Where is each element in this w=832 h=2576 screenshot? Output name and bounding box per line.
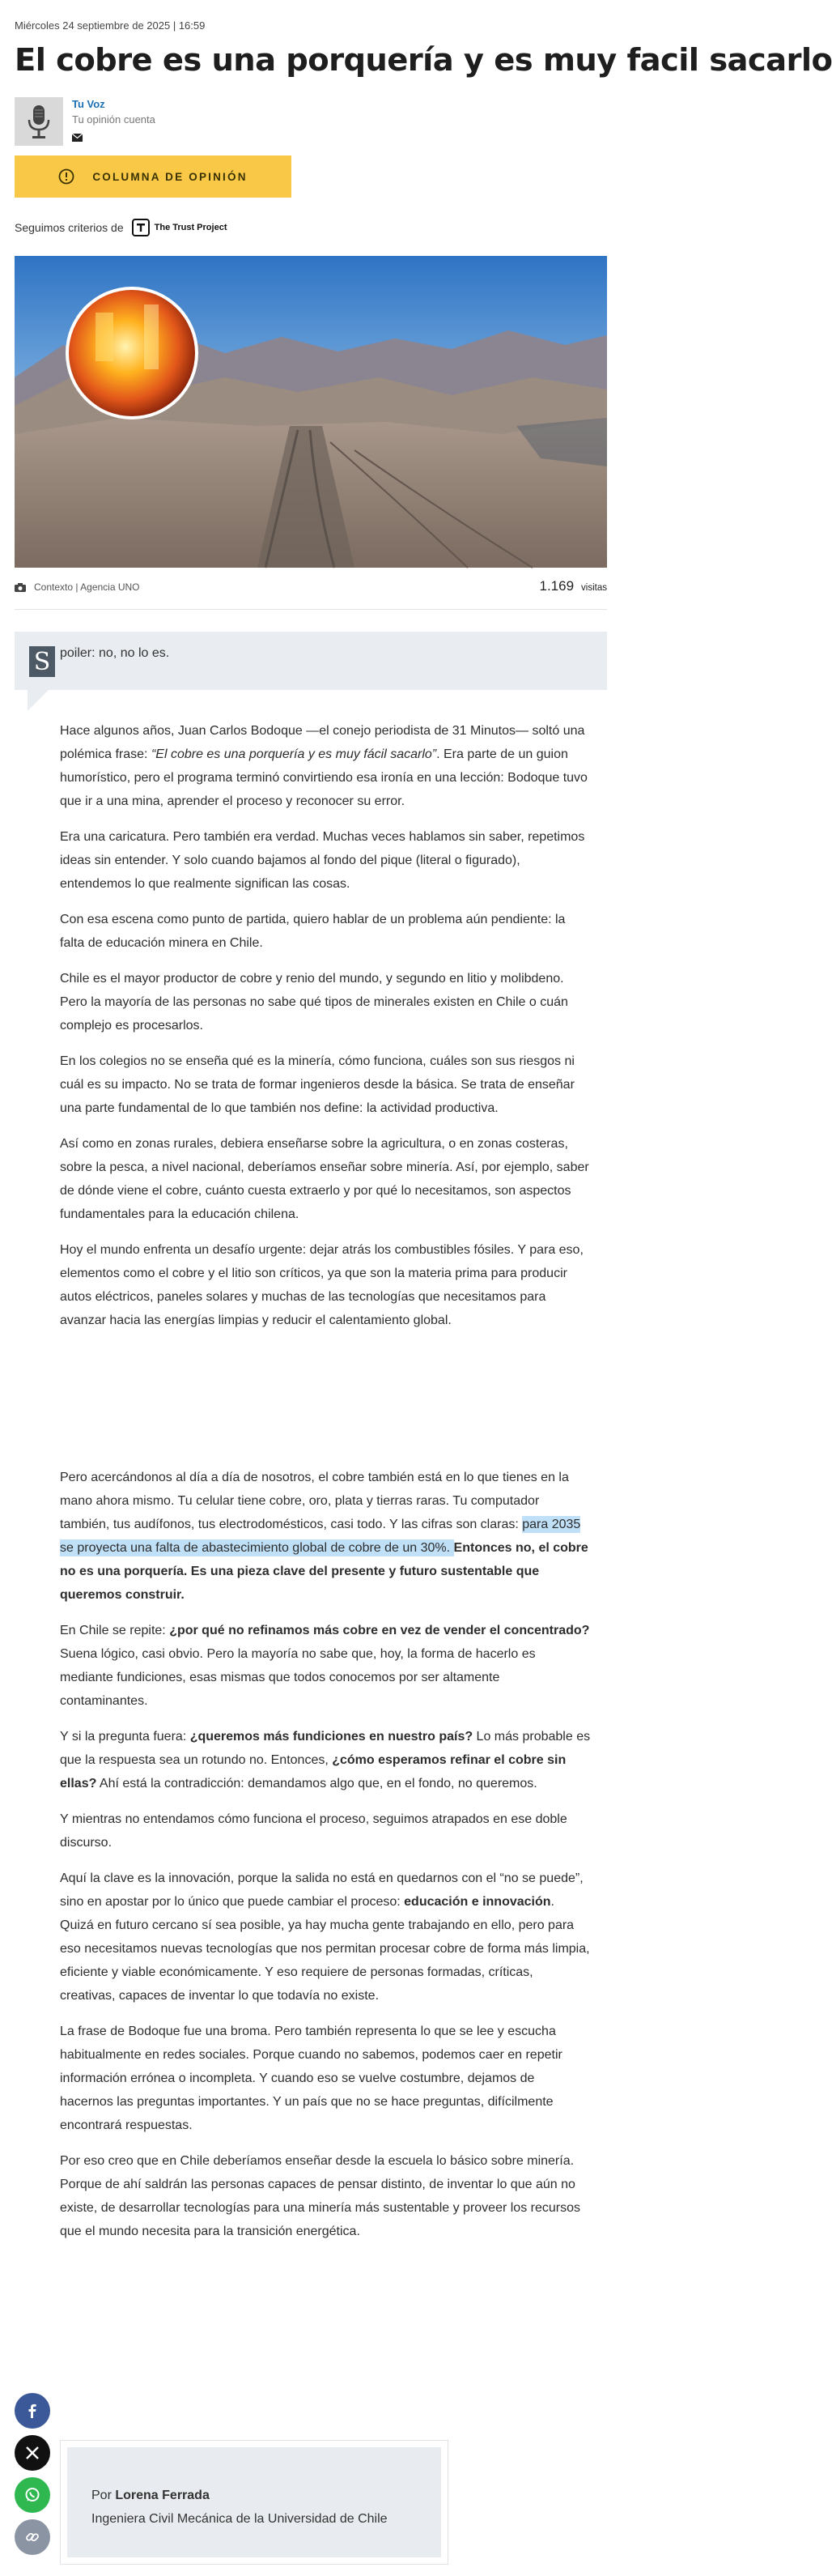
paragraph: Pero acercándonos al día a día de nosotros, el cobre también está en lo que tienes en la mano ahora mismo. Tu celular tiene cobre, oro, plata y tierras raras. Tu computador también, tus audífonos, tus electrodomésticos, casi todo. Y las cifras son claras: para 2035 se proyecta una falta de abastecimiento global de cobre de un 30%. Entonces no, el cobre no es una porquería. Es una pieza clave del presente y futuro sustentable que queremos construir. [60,1471,588,1602]
camera-icon [15,583,26,592]
visits-counter [540,578,608,594]
callout-tail [28,690,49,711]
trust-criteria [15,219,227,236]
divider [15,609,607,610]
link-icon [24,2529,40,2545]
trust-label: Seguimos criterios de [15,221,124,234]
paragraph: En Chile se repite: ¿por qué no refinamos más cobre en vez de vender el concentrado? Suena lógico, casi obvio. Pero la mayoría no sabe que, hoy, la forma de hacerlo es mediante fundiciones, esas mismas que todos conocemos por ser altamente contaminantes. [60,1624,590,1708]
paragraph: La frase de Bodoque fue una broma. Pero también representa lo que se lee y escucha habitualmente en redes sociales. Porque cuando no sabemos, podemos caer en repetir información errónea o incompleta. Y cuando eso se vuelve costumbre, dejamos de hacernos las preguntas importantes. Y un país que no se hace preguntas, difícilmente encontrará respuestas. [60,2025,562,2132]
envelope-icon[interactable] [72,131,83,146]
visits-label: visitas [581,583,607,593]
publish-date: Miércoles 24 septiembre de 2025 | 16:59 [15,19,206,32]
author-role: Ingeniera Civil Mecánica de la Universidad de Chile [91,2512,388,2526]
author-subtitle: Tu opinión cuenta [72,113,155,126]
paragraph: Así como en zonas rurales, debiera enseñarse sobre la agricultura, o en zonas costeras, sobre la pesca, a nivel nacional, deberíamos enseñar sobre minería. Así, por ejemplo, saber de dónde viene el cobre, cuánto cuesta extraerlo y por qué lo necesitamos, son aspectos fundamentales para la educación chilena. [60,1137,589,1221]
paragraph: Y si la pregunta fuera: ¿queremos más fundiciones en nuestro país? Lo más probable es que la respuesta sea un rotundo no. Entonces, ¿cómo esperamos refinar el cobre sin ellas? Ahí está la contradicción: demandamos algo que, en el fondo, no queremos. [60,1730,591,1790]
opinion-badge-label: COLUMNA DE OPINIÓN [92,170,248,183]
ad-spacer [60,1344,591,1466]
share-x-button[interactable] [15,2435,50,2471]
info-circle-icon [58,168,74,185]
image-caption-text: Contexto | Agencia UNO [34,581,140,593]
trust-project-logo-icon [132,219,150,236]
paragraph: En los colegios no se enseña qué es la minería, cómo funciona, cuáles son sus riesgos ni cuál es su impacto. No se trata de formar ingenieros desde la básica. Se trata de enseñar una parte fundamental de lo que también nos define: la actividad productiva. [60,1054,575,1115]
paragraph: Aquí la clave es la innovación, porque la salida no está en quedarnos con el “no se puede”, sino en apostar por lo único que puede cambiar el proceso: educación e innovación. Quizá en futuro cercano sí sea posible, ya hay mucha gente trabajando en ello, pero para eso necesitamos nuevas tecnologías que nos permitan procesar cobre de forma más limpia, eficiente y viable económicamente. Y eso requiere de personas formadas, críticas, creativas, capaces de inventar lo que todavía no existe. [60,1871,590,2003]
share-facebook-button[interactable] [15,2393,50,2429]
paragraph: Y mientras no entendamos cómo funciona el proceso, seguimos atrapados en ese doble discurso. [60,1812,567,1850]
author-avatar[interactable] [15,97,63,146]
highlighted-statistic: para 2035 se proyecta una falta de abastecimiento global de cobre de un 30%. [60,1518,581,1555]
article-title: El cobre es una porquería y es muy facil sacarlo [15,42,832,79]
spoiler-callout [15,632,607,690]
microphone-icon [15,97,63,146]
image-caption [15,578,607,594]
copy-link-button[interactable] [15,2519,50,2555]
trust-project-name: The Trust Project [154,223,227,232]
paragraph: Era una caricatura. Pero también era verdad. Muchas veces hablamos sin saber, repetimos ideas sin entender. Y solo cuando bajamos al fondo del pique (literal o figurado), entendemos lo que realmente significan las cosas. [60,830,585,891]
opinion-column-badge[interactable] [15,155,291,198]
author-name-link[interactable]: Tu Voz [72,98,105,110]
author-signature-box [60,2440,448,2565]
x-icon [25,2446,40,2460]
author-byline: Por Lorena Ferrada [91,2489,210,2502]
spoiler-text: poiler: no, no lo es. [60,646,170,660]
article-body [60,719,591,2255]
visits-count: 1.169 [539,578,575,594]
author-full-name: Lorena Ferrada [115,2489,210,2502]
whatsapp-icon [23,2486,41,2504]
trust-project-link[interactable] [132,219,227,236]
drop-cap: S [29,646,55,677]
paragraph: Hace algunos años, Juan Carlos Bodoque —el conejo periodista de 31 Minutos— soltó una polémica frase: “El cobre es una porquería y es muy fácil sacarlo”. Era parte de un guion humorístico, pero el programa terminó convirtiendo esa ironía en una lección: Bodoque tuvo que ir a una mina, aprender el proceso y reconocer su error. [60,724,588,808]
paragraph: Con esa escena como punto de partida, quiero hablar de un problema aún pendiente: la falta de educación minera en Chile. [60,913,566,950]
share-whatsapp-button[interactable] [15,2477,50,2513]
paragraph: Por eso creo que en Chile deberíamos enseñar desde la escuela lo básico sobre minería. Porque de ahí saldrán las personas capaces de pensar distinto, de inventar lo que aún no existe, de desarrollar tecnologías para una minería más sustentable y proveer los recursos que el mundo necesita para la transición energética. [60,2154,580,2238]
paragraph: Hoy el mundo enfrenta un desafío urgente: dejar atrás los combustibles fósiles. Y para eso, elementos como el cobre y el litio son críticos, ya que son la materia prima para producir autos eléctricos, paneles solares y muchas de las tecnologías que necesitamos para avanzar hacia las energías limpias y reducir el calentamiento global. [60,1243,584,1327]
author-box-inner [67,2447,441,2557]
hero-image [15,256,607,568]
facebook-icon [24,2403,40,2419]
paragraph: Chile es el mayor productor de cobre y renio del mundo, y segundo en litio y molibdeno. Pero la mayoría de las personas no sabe qué tipos de minerales existen en Chile o cuán complejo es procesarlos. [60,972,568,1033]
